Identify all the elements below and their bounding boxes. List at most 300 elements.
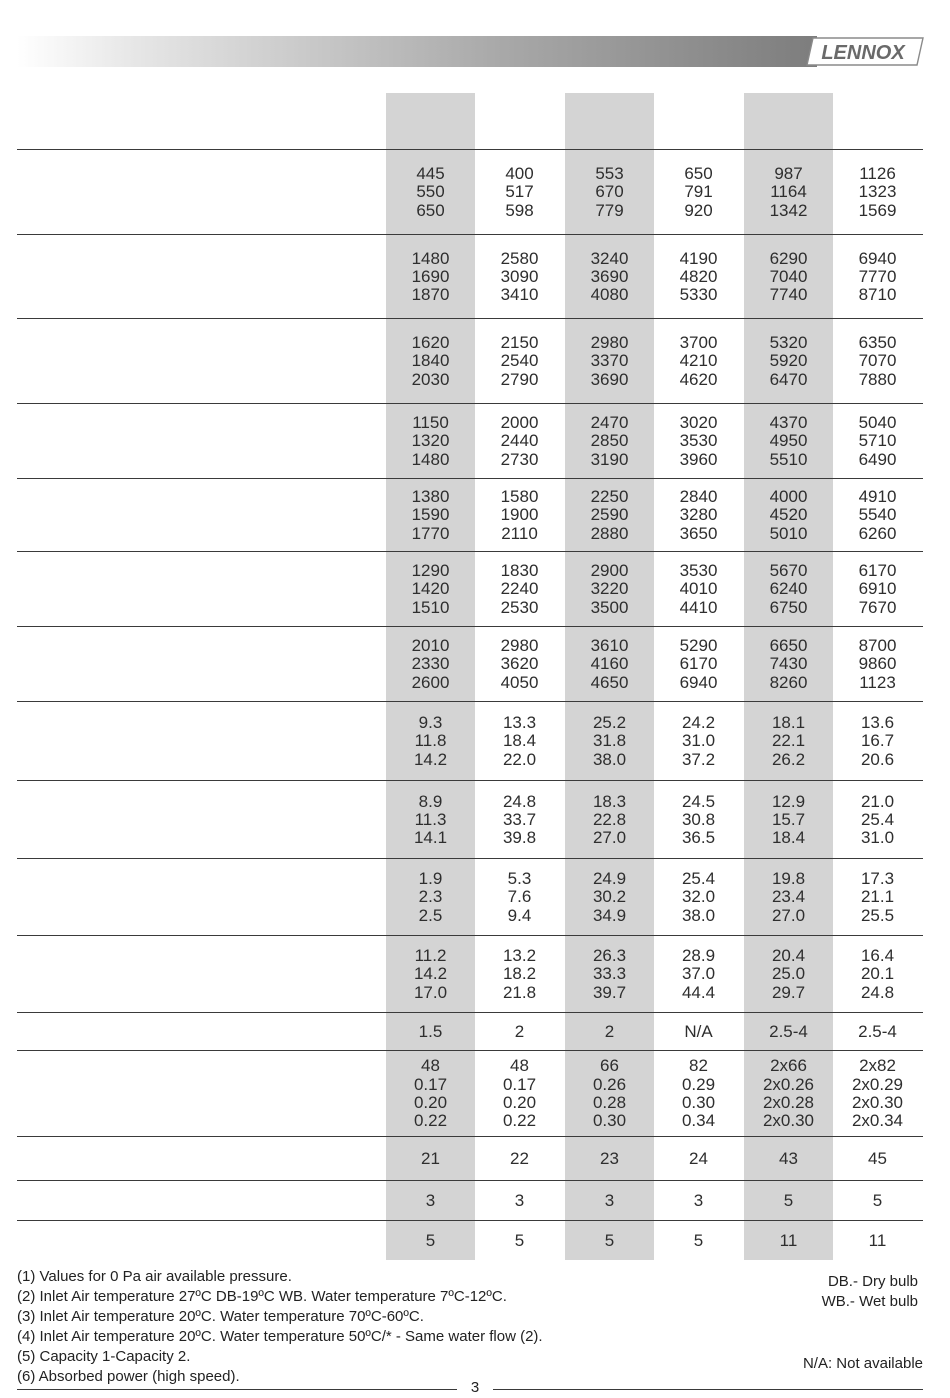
cell-value: 3690 (590, 369, 629, 389)
row-divider (17, 858, 923, 859)
cell-value: 5920 (769, 351, 808, 371)
table-cell (744, 793, 833, 848)
cell-value: 6240 (769, 579, 808, 599)
footnote-1: (1) Values for 0 Pa air available pressure. (17, 1268, 292, 1285)
cell-value: 3020 (679, 413, 718, 433)
legend (822, 1272, 918, 1312)
footnote-4: (4) Inlet Air temperature 20ºC. Water temperature 50ºC/* - Same water flow (2). (17, 1328, 543, 1345)
table-cell (565, 562, 654, 617)
cell-value: 18.1 (771, 713, 806, 733)
cell-value: 1150 (412, 413, 449, 433)
cell-value: 20.4 (771, 946, 806, 966)
cell-value: 25.4 (681, 869, 716, 889)
cell-value: 25.2 (592, 713, 627, 733)
table-cell (654, 1023, 743, 1041)
cell-value: 28.9 (681, 946, 716, 966)
cell-value: 2580 (500, 248, 539, 268)
table-cell (386, 1150, 475, 1168)
cell-value: 5330 (679, 285, 718, 305)
cell-value: 0.30 (681, 1092, 716, 1112)
table-cell (386, 562, 475, 617)
cell-value: 9860 (858, 654, 897, 674)
table-cell (475, 1150, 564, 1168)
footnote-3: (3) Inlet Air temperature 20ºC. Water temperature 70ºC-60ºC. (17, 1308, 424, 1325)
cell-value: 22.8 (592, 809, 627, 829)
row-divider (17, 1180, 923, 1181)
cell-value: 2.5-4 (858, 1021, 897, 1041)
cell-value: 2x0.29 (851, 1074, 904, 1094)
cell-value: 2590 (590, 505, 629, 525)
cell-value: 8710 (858, 285, 897, 305)
table-cell (565, 1150, 654, 1168)
cell-value: 1290 (411, 561, 450, 581)
cell-value: 4910 (858, 487, 897, 507)
cell-value: 38.0 (681, 905, 716, 925)
cell-value: 2730 (500, 449, 539, 469)
cell-value: 6940 (858, 248, 897, 268)
row-divider (17, 701, 923, 702)
cell-value: 1480 (411, 248, 450, 268)
cell-value: 3500 (590, 597, 629, 617)
table-cell (654, 250, 743, 305)
header-gradient-bar (17, 36, 817, 67)
cell-value: 24.9 (592, 869, 627, 889)
cell-value: 1840 (411, 351, 450, 371)
table-cell (833, 250, 922, 305)
cell-value: 6470 (769, 369, 808, 389)
table-cell (475, 870, 564, 925)
cell-value: 2x82 (859, 1056, 896, 1076)
cell-value: 4650 (590, 672, 629, 692)
cell-value: 6750 (769, 597, 808, 617)
cell-value: 0.29 (681, 1074, 716, 1094)
cell-value: 2000 (500, 413, 539, 433)
cell-value: 1380 (411, 487, 450, 507)
cell-value: 4210 (679, 351, 718, 371)
cell-value: 3620 (500, 654, 539, 674)
cell-value: 23 (600, 1148, 619, 1168)
cell-value: 2150 (500, 333, 539, 353)
cell-value: 550 (416, 182, 445, 202)
table-cell (744, 165, 833, 220)
cell-value: 5 (514, 1230, 525, 1250)
row-divider (17, 1220, 923, 1221)
cell-value: 5510 (769, 449, 808, 469)
cell-value: 14.2 (413, 964, 448, 984)
cell-value: 2600 (411, 672, 450, 692)
cell-value: 1126 (859, 164, 896, 184)
cell-value: 39.8 (502, 828, 537, 848)
table-cell (654, 793, 743, 848)
cell-value: 920 (684, 200, 713, 220)
cell-value: 9.3 (418, 713, 443, 733)
cell-value: 2850 (590, 431, 629, 451)
table-cell (744, 250, 833, 305)
cell-value: 6170 (858, 561, 897, 581)
cell-value: 2330 (411, 654, 450, 674)
cell-value: 21 (421, 1148, 440, 1168)
cell-value: 29.7 (771, 982, 806, 1002)
table-cell (386, 1192, 475, 1210)
footnote-6: (6) Absorbed power (high speed). (17, 1368, 240, 1385)
cell-value: 33.3 (592, 964, 627, 984)
cell-value: 4820 (679, 266, 718, 286)
table-cell (386, 250, 475, 305)
cell-value: 7040 (769, 266, 808, 286)
cell-value: 2x66 (770, 1056, 807, 1076)
table-cell (475, 1232, 564, 1250)
cell-value: 27.0 (592, 828, 627, 848)
table-cell (744, 488, 833, 543)
cell-value: 3 (693, 1190, 704, 1210)
cell-value: 3960 (679, 449, 718, 469)
row-divider (17, 149, 923, 150)
cell-value: 0.30 (592, 1111, 627, 1131)
cell-value: 22 (510, 1148, 529, 1168)
cell-value: 31.8 (592, 731, 627, 751)
cell-value: 7770 (858, 266, 897, 286)
table-cell (565, 870, 654, 925)
svg-text:LENNOX: LENNOX (821, 42, 905, 64)
cell-value: 36.5 (681, 828, 716, 848)
cell-value: 11 (868, 1230, 887, 1250)
table-cell (744, 414, 833, 469)
table-cell (386, 1057, 475, 1130)
row-divider (17, 626, 923, 627)
table-cell (833, 1150, 922, 1168)
footnotes (17, 1267, 543, 1387)
cell-value: 1480 (411, 449, 450, 469)
table-cell (565, 947, 654, 1002)
cell-value: 4010 (679, 579, 718, 599)
cell-value: 16.4 (860, 946, 895, 966)
row-divider (17, 1012, 923, 1013)
cell-value: 3220 (590, 579, 629, 599)
cell-value: 18.4 (771, 828, 806, 848)
cell-value: 5.3 (507, 869, 532, 889)
table-cell (475, 1192, 564, 1210)
cell-value: 48 (510, 1056, 529, 1076)
table-cell (833, 334, 922, 389)
table-cell (744, 637, 833, 692)
cell-value: 3 (514, 1190, 525, 1210)
table-cell (565, 1057, 654, 1130)
cell-value: 1690 (411, 266, 450, 286)
table-cell (654, 488, 743, 543)
cell-value: 14.1 (413, 828, 448, 848)
cell-value: 5710 (858, 431, 897, 451)
cell-value: 4190 (679, 248, 718, 268)
table-cell (565, 637, 654, 692)
table-cell (475, 1023, 564, 1041)
cell-value: 2790 (500, 369, 539, 389)
cell-value: 3 (425, 1190, 436, 1210)
cell-value: 5010 (769, 523, 808, 543)
cell-value: 400 (505, 164, 534, 184)
row-divider (17, 935, 923, 936)
cell-value: 15.7 (771, 809, 806, 829)
table-cell (386, 488, 475, 543)
cell-value: 0.17 (413, 1074, 448, 1094)
cell-value: 31.0 (681, 731, 716, 751)
cell-value: 3690 (590, 266, 629, 286)
cell-value: 3090 (500, 266, 539, 286)
cell-value: 17.3 (860, 869, 895, 889)
table-cell (744, 714, 833, 769)
cell-value: 0.34 (681, 1111, 716, 1131)
cell-value: 1770 (411, 523, 450, 543)
table-cell (386, 870, 475, 925)
cell-value: 3650 (679, 523, 718, 543)
cell-value: 553 (595, 164, 624, 184)
cell-value: 37.2 (681, 749, 716, 769)
cell-value: 21.8 (502, 982, 537, 1002)
cell-value: 2x0.26 (762, 1074, 815, 1094)
cell-value: 22.1 (771, 731, 806, 751)
table-cell (833, 793, 922, 848)
cell-value: 44.4 (681, 982, 716, 1002)
row-divider (17, 403, 923, 404)
cell-value: 3530 (679, 561, 718, 581)
cell-value: N/A (684, 1021, 713, 1041)
cell-value: 23.4 (771, 887, 806, 907)
cell-value: 0.26 (592, 1074, 627, 1094)
cell-value: 2880 (590, 523, 629, 543)
cell-value: 20.1 (860, 964, 895, 984)
table-cell (833, 414, 922, 469)
cell-value: 1164 (770, 182, 807, 202)
cell-value: 2840 (679, 487, 718, 507)
cell-value: 4410 (679, 597, 718, 617)
cell-value: 31.0 (860, 828, 895, 848)
table-cell (565, 165, 654, 220)
table-cell (475, 1057, 564, 1130)
cell-value: 4520 (769, 505, 808, 525)
cell-value: 34.9 (592, 905, 627, 925)
table-cell (386, 637, 475, 692)
cell-value: 3370 (590, 351, 629, 371)
legend-dry-bulb: DB.- Dry bulb (827, 1273, 918, 1290)
table-cell (565, 1232, 654, 1250)
cell-value: 0.20 (502, 1092, 537, 1112)
cell-value: 5040 (858, 413, 897, 433)
cell-value: 3700 (679, 333, 718, 353)
table-cell (654, 714, 743, 769)
cell-value: 16.7 (860, 731, 895, 751)
cell-value: 3610 (590, 636, 629, 656)
cell-value: 2110 (501, 523, 538, 543)
cell-value: 43 (779, 1148, 798, 1168)
table-cell (565, 714, 654, 769)
cell-value: 11 (779, 1230, 798, 1250)
cell-value: 5 (425, 1230, 436, 1250)
table-cell (744, 870, 833, 925)
table-cell (654, 562, 743, 617)
footer-rule-left (17, 1389, 457, 1390)
cell-value: 18.2 (502, 964, 537, 984)
table-cell (386, 1023, 475, 1041)
cell-value: 17.0 (413, 982, 448, 1002)
cell-value: 0.17 (502, 1074, 537, 1094)
cell-value: 1590 (411, 505, 450, 525)
cell-value: 2 (514, 1021, 525, 1041)
cell-value: 1323 (858, 182, 897, 202)
table-cell (565, 1192, 654, 1210)
row-divider (17, 318, 923, 319)
table-cell (744, 1192, 833, 1210)
cell-value: 3190 (590, 449, 629, 469)
cell-value: 2010 (411, 636, 450, 656)
cell-value: 5320 (769, 333, 808, 353)
cell-value: 6290 (769, 248, 808, 268)
cell-value: 650 (684, 164, 713, 184)
table-cell (744, 1057, 833, 1130)
table-cell (475, 793, 564, 848)
cell-value: 1900 (500, 505, 539, 525)
cell-value: 987 (774, 164, 803, 184)
table-cell (654, 1192, 743, 1210)
cell-value: 2530 (500, 597, 539, 617)
cell-value: 5290 (679, 636, 718, 656)
cell-value: 21.0 (860, 791, 895, 811)
table-cell (833, 947, 922, 1002)
cell-value: 4160 (590, 654, 629, 674)
table-cell (744, 1023, 833, 1041)
cell-value: 0.28 (592, 1092, 627, 1112)
table-cell (475, 250, 564, 305)
table-cell (654, 1232, 743, 1250)
cell-value: 6910 (858, 579, 897, 599)
table-cell (654, 1150, 743, 1168)
cell-value: 3 (604, 1190, 615, 1210)
row-divider (17, 780, 923, 781)
table-cell (565, 414, 654, 469)
cell-value: 8.9 (418, 791, 443, 811)
table-cell (833, 1232, 922, 1250)
legend-not-available: N/A: Not available (802, 1355, 923, 1372)
cell-value: 517 (505, 182, 534, 202)
table-cell (654, 637, 743, 692)
cell-value: 22.0 (502, 749, 537, 769)
table-cell (386, 947, 475, 1002)
cell-value: 0.22 (413, 1111, 448, 1131)
cell-value: 2x0.28 (762, 1092, 815, 1112)
cell-value: 27.0 (771, 905, 806, 925)
table-cell (654, 165, 743, 220)
cell-value: 18.4 (502, 731, 537, 751)
table-cell (654, 870, 743, 925)
table-cell (744, 1232, 833, 1250)
cell-value: 2250 (590, 487, 629, 507)
table-cell (565, 334, 654, 389)
cell-value: 21.1 (860, 887, 895, 907)
cell-value: 13.2 (502, 946, 537, 966)
cell-value: 4950 (769, 431, 808, 451)
cell-value: 25.0 (771, 964, 806, 984)
table-cell (475, 562, 564, 617)
cell-value: 8700 (858, 636, 897, 656)
cell-value: 6260 (858, 523, 897, 543)
table-cell (475, 165, 564, 220)
cell-value: 7430 (769, 654, 808, 674)
cell-value: 670 (595, 182, 624, 202)
cell-value: 5 (693, 1230, 704, 1250)
cell-value: 2980 (500, 636, 539, 656)
cell-value: 26.2 (771, 749, 806, 769)
cell-value: 7070 (858, 351, 897, 371)
cell-value: 2.3 (418, 887, 443, 907)
cell-value: 8260 (769, 672, 808, 692)
table-cell (565, 1023, 654, 1041)
cell-value: 7880 (858, 369, 897, 389)
row-divider (17, 234, 923, 235)
cell-value: 9.4 (507, 905, 532, 925)
cell-value: 24.5 (681, 791, 716, 811)
table-cell (386, 793, 475, 848)
table-cell (654, 947, 743, 1002)
table-cell (475, 947, 564, 1002)
table-cell (833, 165, 922, 220)
footnote-2: (2) Inlet Air temperature 27ºC DB-19ºC WB. Water temperature 7ºC-12ºC. (17, 1288, 507, 1305)
table-cell (833, 637, 922, 692)
cell-value: 1420 (411, 579, 450, 599)
cell-value: 779 (595, 200, 624, 220)
table-cell (654, 1057, 743, 1130)
page-number: 3 (470, 1379, 480, 1396)
cell-value: 11.2 (414, 946, 447, 966)
row-divider (17, 551, 923, 552)
table-cell (386, 414, 475, 469)
table-cell (744, 947, 833, 1002)
table-cell (475, 334, 564, 389)
cell-value: 24.8 (860, 982, 895, 1002)
cell-value: 33.7 (502, 809, 537, 829)
table-cell (833, 1023, 922, 1041)
cell-value: 14.2 (413, 749, 448, 769)
cell-value: 2470 (590, 413, 629, 433)
footer-rule-right (493, 1389, 923, 1390)
cell-value: 2240 (500, 579, 539, 599)
cell-value: 45 (868, 1148, 887, 1168)
cell-value: 20.6 (860, 749, 895, 769)
cell-value: 2x0.30 (762, 1111, 815, 1131)
cell-value: 48 (421, 1056, 440, 1076)
cell-value: 2 (604, 1021, 615, 1041)
cell-value: 37.0 (681, 964, 716, 984)
cell-value: 39.7 (592, 982, 627, 1002)
table-cell (744, 1150, 833, 1168)
table-cell (833, 488, 922, 543)
table-cell (386, 334, 475, 389)
cell-value: 5 (604, 1230, 615, 1250)
cell-value: 650 (416, 200, 445, 220)
footnote-5: (5) Capacity 1-Capacity 2. (17, 1348, 191, 1365)
row-divider (17, 1136, 923, 1137)
cell-value: 5 (783, 1190, 794, 1210)
cell-value: 18.3 (592, 791, 627, 811)
table-cell (475, 714, 564, 769)
cell-value: 6350 (858, 333, 897, 353)
cell-value: 2x0.34 (851, 1111, 904, 1131)
cell-value: 1620 (411, 333, 450, 353)
table-cell (565, 793, 654, 848)
table-cell (386, 165, 475, 220)
table-cell (565, 250, 654, 305)
cell-value: 24 (689, 1148, 708, 1168)
cell-value: 7740 (769, 285, 808, 305)
table-cell (744, 562, 833, 617)
cell-value: 12.9 (771, 791, 806, 811)
